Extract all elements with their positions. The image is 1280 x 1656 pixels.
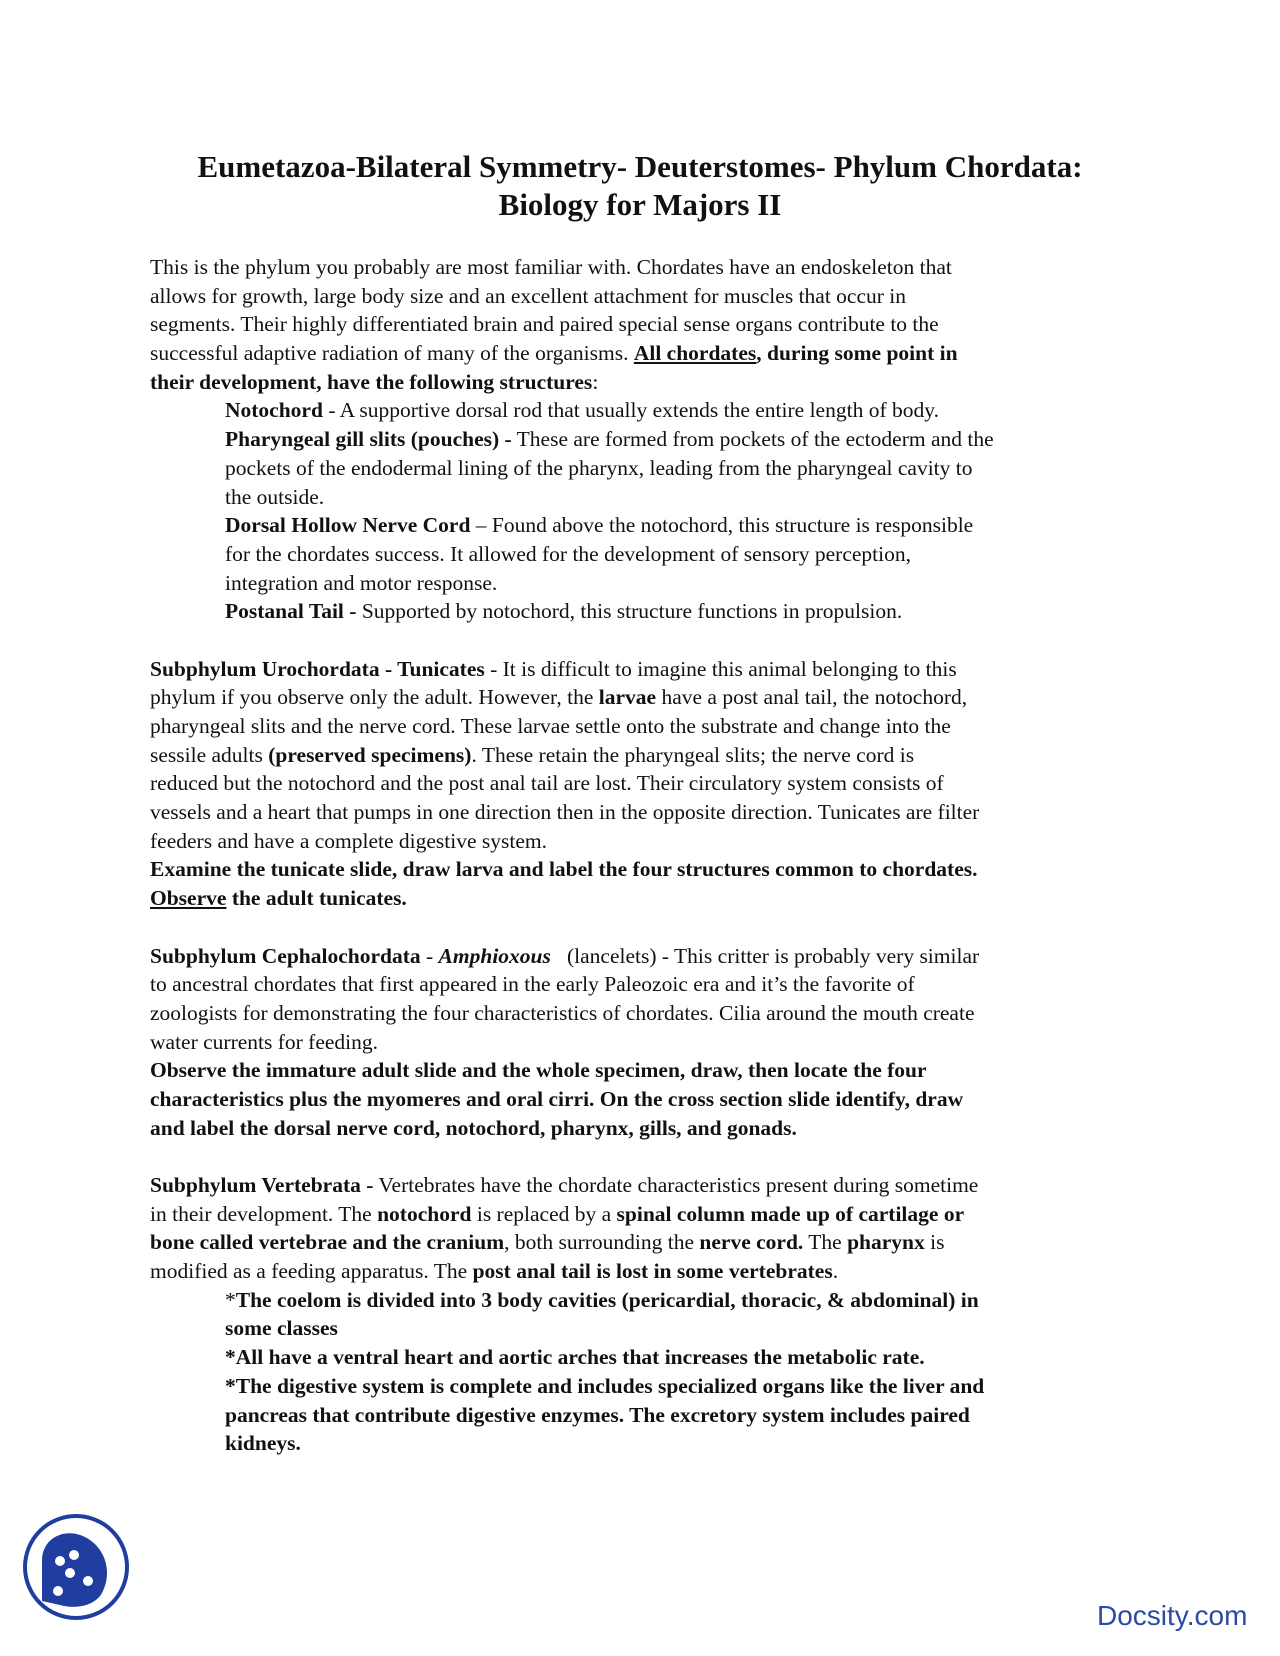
text: pockets of the endodermal lining of the pharynx, leading from the pharyngeal cavity to — [225, 455, 973, 480]
urochordata-instruction — [150, 884, 1130, 913]
underlined-term: Observe — [150, 886, 227, 911]
bold-text: characteristics plus the myomeres and oral cirri. On the cross section slide identify, draw — [150, 1086, 964, 1111]
bold-text: spinal column made up of cartilage or — [616, 1201, 965, 1226]
term: Pharyngeal gill slits (pouches) - — [225, 427, 512, 452]
text: * — [225, 1287, 236, 1312]
text: phylum if you observe only the adult. However, the — [150, 685, 599, 710]
bold-text: *The digestive system is complete and includes specialized organs like the liver and — [225, 1373, 985, 1398]
vertebrata-line — [150, 1200, 1130, 1229]
bold-text: larvae — [598, 685, 657, 710]
text: Vertebrates have the chordate characteristics present during sometime — [373, 1173, 979, 1197]
vertebrata-line — [150, 1171, 1130, 1200]
text: Supported by notochord, this structure functions in propulsion. — [356, 599, 903, 624]
term: Notochord — [225, 398, 323, 423]
text: in their development. The — [150, 1201, 378, 1226]
text: The — [803, 1230, 848, 1255]
title-line-2: Biology for Majors II — [498, 187, 782, 222]
term: Dorsal Hollow Nerve Cord — [225, 513, 471, 538]
text: – Found above the notochord, this structure is responsible — [470, 513, 974, 538]
intro-line — [150, 282, 1130, 311]
title-line-1: Eumetazoa-Bilateral Symmetry- Deuterstomes- Phylum Chordata: — [197, 149, 1083, 184]
structure-notochord — [150, 396, 1130, 425]
urochordata-instruction — [150, 855, 1130, 884]
text: - A supportive dorsal rod that usually extends the entire length of body. — [322, 398, 939, 423]
bold-text: notochord — [377, 1201, 472, 1226]
text: sessile adults — [150, 742, 269, 767]
bold-text: and label the dorsal nerve cord, notochord, pharynx, gills, and gonads. — [150, 1115, 797, 1140]
bold-text: the adult tunicates. — [226, 886, 407, 911]
text: is replaced by a — [471, 1201, 617, 1226]
cephalochordata-instruction — [150, 1056, 1130, 1085]
bold-text: pharynx — [847, 1230, 925, 1255]
text: feeders and have a complete digestive system. — [150, 828, 548, 853]
cephalochordata-instruction — [150, 1114, 1130, 1143]
text: : — [592, 369, 599, 394]
text: for the chordates success. It allowed for the development of sensory perception, — [225, 541, 911, 566]
section-heading: Subphylum Cephalochordata — [150, 943, 421, 968]
text: vessels and a heart that pumps in one direction then in the opposite direction. Tunicates are filter — [150, 800, 980, 825]
text: , both surrounding the — [504, 1230, 700, 1255]
bold-text: some classes — [225, 1316, 338, 1341]
text: water currents for feeding. — [150, 1029, 379, 1054]
section-heading: Subphylum Urochordata - Tunicates — [150, 656, 485, 681]
cephalochordata-line — [150, 1028, 1130, 1057]
cephalochordata-line — [150, 942, 1130, 971]
text: the outside. — [225, 484, 325, 509]
bold-text: bone called vertebrae and the cranium — [150, 1230, 505, 1255]
text: is — [924, 1230, 945, 1255]
bold-text: *All have a ventral heart and aortic arches that increases the metabolic rate. — [225, 1345, 925, 1370]
term: Postanal Tail - — [225, 599, 357, 624]
text: successful adaptive radiation of many of the organisms. — [150, 341, 634, 366]
document-body — [150, 253, 1130, 1458]
vertebrata-line — [150, 1228, 1130, 1257]
bold-text: Observe the immature adult slide and the whole specimen, draw, then locate the four — [150, 1058, 927, 1083]
structure-gill-slits-cont — [150, 454, 1130, 483]
text: This is the phylum you probably are most familiar with. Chordates have an endoskeleton that — [150, 255, 952, 279]
underlined-term: All chordates — [633, 341, 757, 366]
bold-text: post anal tail is lost in some vertebrates — [472, 1259, 833, 1284]
vertebrata-bullet-coelom — [150, 1286, 1130, 1315]
text: have a post anal tail, the notochord, — [656, 685, 968, 710]
spacer — [150, 626, 1130, 655]
structure-gill-slits — [150, 425, 1130, 454]
bold-text: kidneys. — [225, 1431, 301, 1456]
spacer — [150, 1142, 1130, 1171]
text: These are formed from pockets of the ectoderm and the — [511, 427, 994, 452]
cephalochordata-line — [150, 970, 1130, 999]
text: allows for growth, large body size and an excellent attachment for muscles that occur in — [150, 283, 907, 308]
bold-text: Examine the tunicate slide, draw larva and label the four structures common to chordates. — [150, 857, 978, 882]
bold-text: (preserved specimens) — [268, 742, 472, 767]
text: zoologists for demonstrating the four characteristics of chordates. Cilia around the mouth create — [150, 1000, 975, 1025]
text: . — [832, 1259, 839, 1284]
vertebrata-bullet-coelom-cont — [150, 1314, 1130, 1343]
vertebrata-bullet-heart — [150, 1343, 1130, 1372]
bold-text: , during some point in — [756, 341, 958, 366]
docsity-brand-link[interactable]: Docsity.com — [1097, 1600, 1248, 1631]
intro-line — [150, 310, 1130, 339]
bold-text: The coelom is divided into 3 body cavities (pericardial, thoracic, & abdominal) in — [235, 1287, 979, 1312]
bold-text: pancreas that contribute digestive enzymes. The excretory system includes paired — [225, 1402, 970, 1427]
text: - — [420, 943, 439, 968]
vertebrata-line — [150, 1257, 1130, 1286]
text: . These retain the pharyngeal slits; the nerve cord is — [471, 742, 915, 767]
text: - It is difficult to imagine this animal belonging to this — [484, 656, 957, 681]
text: integration and motor response. — [225, 570, 498, 595]
spacer — [150, 913, 1130, 942]
urochordata-line — [150, 798, 1130, 827]
text: (lancelets) - This critter is probably very similar — [550, 943, 980, 968]
vertebrata-bullet-digestive-cont — [150, 1429, 1130, 1458]
bold-text: their development, have the following structures — [150, 369, 593, 394]
section-heading: Subphylum Vertebrata - — [150, 1173, 374, 1197]
structure-gill-slits-cont — [150, 483, 1130, 512]
text: modified as a feeding apparatus. The — [150, 1259, 473, 1284]
intro-line — [150, 368, 1130, 397]
urochordata-line — [150, 655, 1130, 684]
genus-name: Amphioxous — [438, 943, 551, 968]
structure-nerve-cord-cont — [150, 540, 1130, 569]
docsity-logo-icon — [22, 1513, 130, 1621]
text: reduced but the notochord and the post anal tail are lost. Their circulatory system consists of — [150, 771, 944, 796]
urochordata-line — [150, 741, 1130, 770]
structure-postanal-tail — [150, 597, 1130, 626]
structure-nerve-cord — [150, 511, 1130, 540]
urochordata-line — [150, 827, 1130, 856]
vertebrata-bullet-digestive-cont — [150, 1401, 1130, 1430]
bold-text: nerve cord. — [699, 1230, 804, 1255]
urochordata-line — [150, 769, 1130, 798]
intro-line — [150, 339, 1130, 368]
text: segments. Their highly differentiated brain and paired special sense organs contribute to the — [150, 312, 939, 337]
text: to ancestral chordates that first appeared in the early Paleozoic era and it’s the favorite of — [150, 972, 915, 997]
cephalochordata-instruction — [150, 1085, 1130, 1114]
urochordata-line — [150, 683, 1130, 712]
structure-nerve-cord-cont — [150, 569, 1130, 598]
page-title — [100, 148, 1180, 224]
urochordata-line — [150, 712, 1130, 741]
vertebrata-bullet-digestive — [150, 1372, 1130, 1401]
text: pharyngeal slits and the nerve cord. These larvae settle onto the substrate and change into the — [150, 714, 951, 738]
intro-line — [150, 253, 1130, 282]
cephalochordata-line — [150, 999, 1130, 1028]
